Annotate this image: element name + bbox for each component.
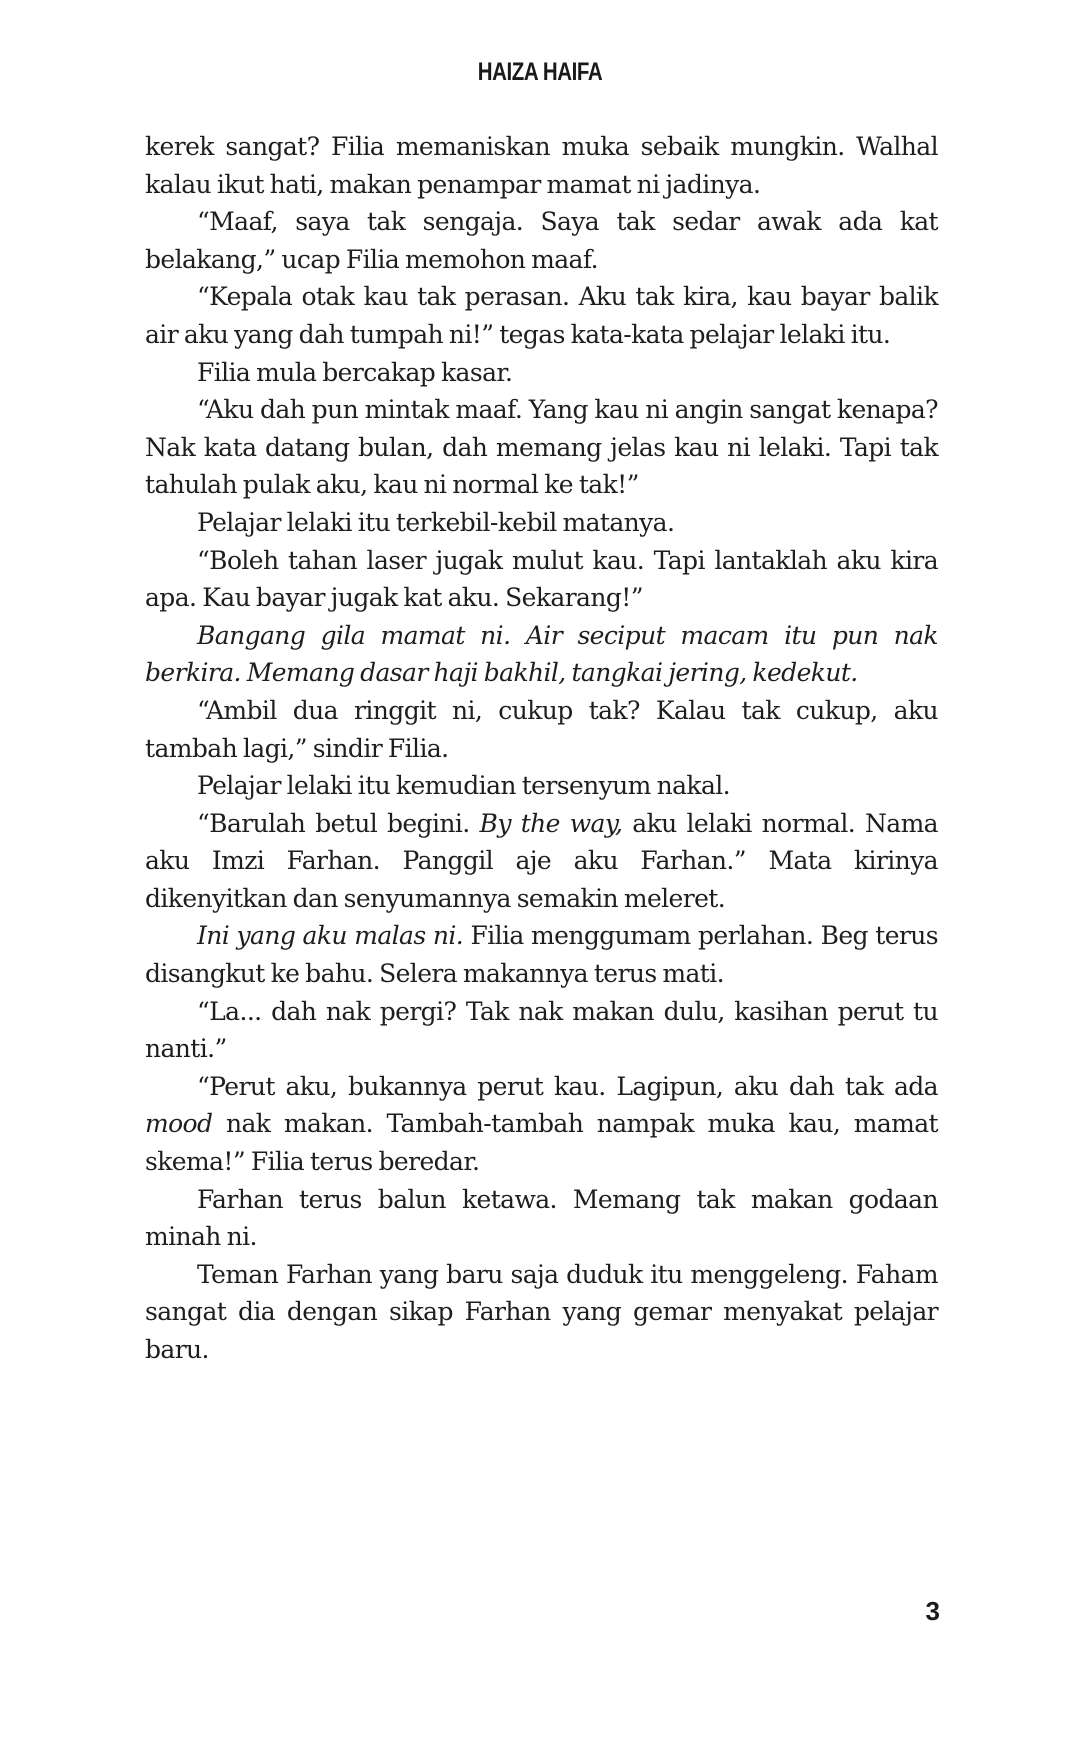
paragraph [145, 692, 938, 767]
text-segment: “Kepala otak kau tak perasan. Aku tak kira, kau bayar balik air aku yang dah tumpah ni!” tegas kata-kata pelajar lelaki itu. [145, 282, 938, 349]
text-segment: “Boleh tahan laser jugak mulut kau. Tapi lantaklah aku kira apa. Kau bayar jugak kat aku. Sekarang!” [145, 545, 938, 613]
text-segment: nak makan. Tambah-tambah nampak muka kau, mamat skema!” Filia terus beredar. [145, 1109, 938, 1177]
text-segment: aku lelaki normal. Nama aku Imzi Farhan. Panggil aje aku Farhan.” Mata kirinya dikenyitkan dan senyumannya semakin meleret. [145, 808, 938, 913]
paragraph [145, 542, 938, 617]
paragraph [145, 354, 938, 392]
paragraph [145, 203, 938, 278]
paragraph [145, 1181, 938, 1256]
paragraph [145, 805, 938, 918]
paragraph [145, 617, 938, 692]
page-number: 3 [925, 1596, 940, 1626]
paragraph [145, 504, 938, 542]
italic-text-segment: Bangang gila mamat ni. Air seciput macam itu pun nak berkira. Memang dasar haji bakhil, tangkai jering, kedekut. [145, 620, 938, 688]
paragraph [145, 128, 938, 203]
text-segment: Pelajar lelaki itu terkebil-kebil matanya. [197, 507, 675, 537]
text-segment: “La... dah nak pergi? Tak nak makan dulu, kasihan perut tu nanti.” [145, 996, 938, 1064]
text-segment: “Ambil dua ringgit ni, cukup tak? Kalau tak cukup, aku tambah lagi,” sindir Filia. [145, 695, 938, 763]
paragraph [145, 1256, 938, 1369]
text-segment: “Perut aku, bukannya perut kau. Lagipun, aku dah tak ada [197, 1071, 938, 1101]
paragraph [145, 767, 938, 805]
running-head-author: HAIZA HAIFA [477, 58, 603, 86]
text-segment: Filia mula bercakap kasar. [197, 357, 513, 387]
text-segment: Teman Farhan yang baru saja duduk itu menggeleng. Faham sangat dia dengan sikap Farhan yang gemar menyakat pelajar baru. [145, 1259, 938, 1364]
italic-text-segment: By the way, [479, 808, 623, 838]
paragraph [145, 1068, 938, 1181]
text-segment: Farhan terus balun ketawa. Memang tak makan godaan minah ni. [145, 1184, 938, 1252]
paragraph [145, 993, 938, 1068]
text-segment: “Maaf, saya tak sengaja. Saya tak sedar awak ada kat belakang,” ucap Filia memohon maaf. [145, 207, 938, 274]
text-segment: Pelajar lelaki itu kemudian tersenyum nakal. [197, 771, 731, 801]
paragraph [145, 278, 938, 353]
text-segment: Filia menggumam perlahan. Beg terus disangkut ke bahu. Selera makannya terus mati. [145, 921, 939, 989]
text-segment: “Aku dah pun mintak maaf. Yang kau ni angin sangat kenapa? Nak kata datang bulan, dah memang jelas kau ni lelaki. Tapi tak tahulah pulak aku, kau ni normal ke tak!” [145, 395, 938, 500]
paragraph [145, 391, 938, 504]
text-segment: “Barulah betul begini. [197, 808, 480, 838]
body-text [145, 128, 938, 1369]
paragraph [145, 917, 938, 992]
italic-text-segment: mood [145, 1109, 213, 1139]
text-segment: kerek sangat? Filia memaniskan muka sebaik mungkin. Walhal kalau ikut hati, makan penampar mamat ni jadinya. [145, 132, 938, 199]
italic-text-segment: Ini yang aku malas ni. [197, 921, 464, 951]
